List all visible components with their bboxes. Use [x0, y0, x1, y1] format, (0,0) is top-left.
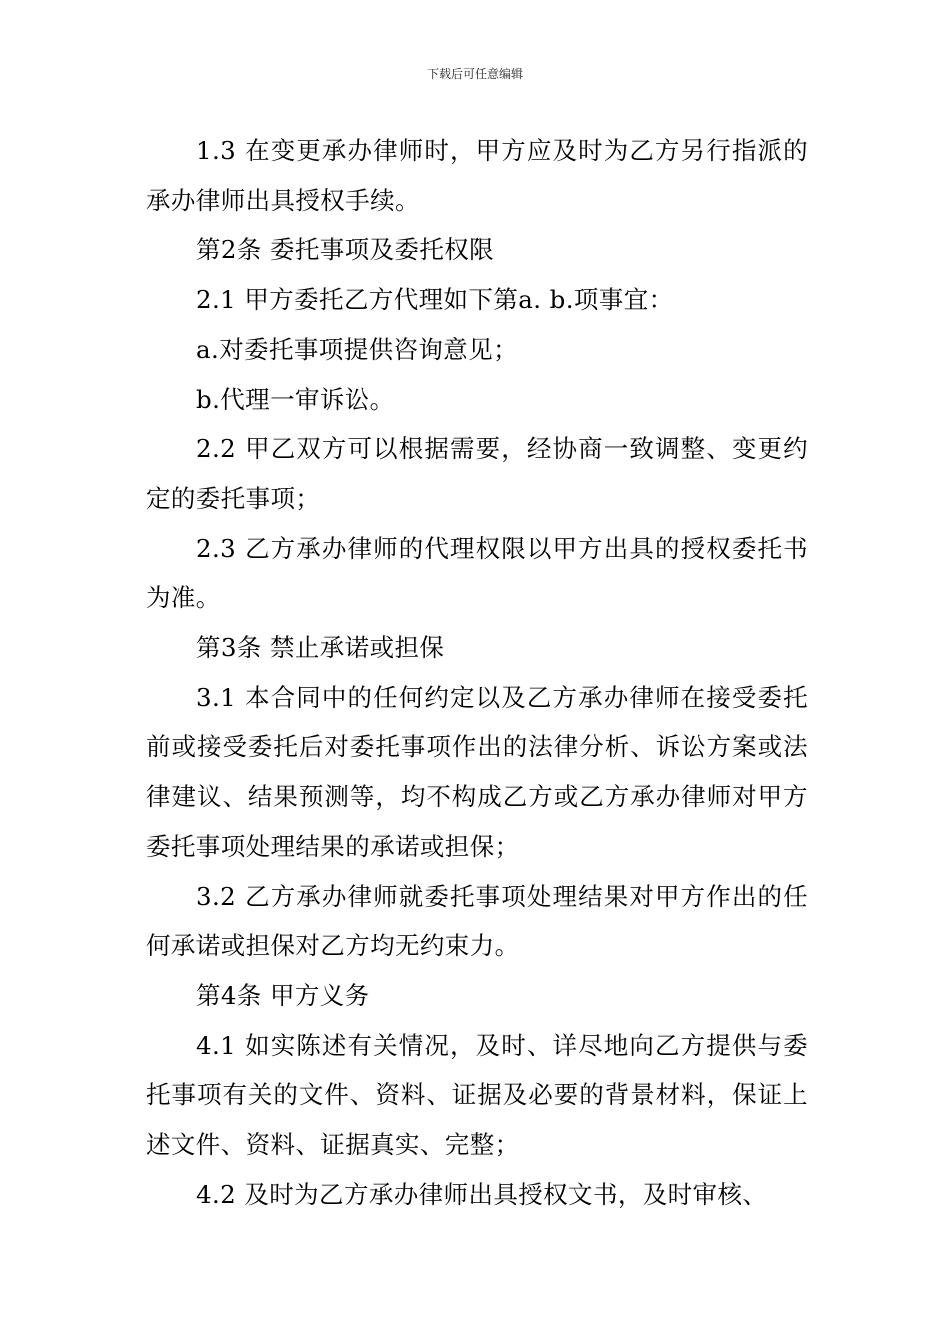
item-a: a.对委托事项提供咨询意见；	[196, 334, 518, 364]
paragraph-2-1: 2.1 甲方委托乙方代理如下第a. b.项事宜：	[196, 285, 674, 315]
article-3-heading: 第3条 禁止承诺或担保	[196, 633, 445, 663]
paragraph-4-2: 4.2 及时为乙方承办律师出具授权文书，及时审核、	[196, 1179, 768, 1209]
item-b: b.代理一审诉讼。	[196, 384, 395, 414]
paragraph-3-1: 3.1 本合同中的任何约定以及乙方承办律师在接受委托前或接受委托后对委托事项作出的法律分析、诉讼方案或法律建议、结果预测等，均不构成乙方或乙方承办律师对甲方委托事项处理结果的承诺或担保；	[146, 682, 808, 861]
paragraph-4-1: 4.1 如实陈述有关情况，及时、详尽地向乙方提供与委托事项有关的文件、资料、证据及必要的背景材料，保证上述文件、资料、证据真实、完整；	[146, 1030, 808, 1160]
article-4-heading: 第4条 甲方义务	[196, 980, 370, 1010]
paragraph-2-2: 2.2 甲乙双方可以根据需要，经协商一致调整、变更约定的委托事项；	[146, 434, 808, 513]
document-body	[146, 126, 808, 1219]
article-2-heading: 第2条 委托事项及委托权限	[196, 235, 495, 265]
paragraph-3-2: 3.2 乙方承办律师就委托事项处理结果对甲方作出的任何承诺或担保对乙方均无约束力。	[146, 881, 808, 961]
page-header-note: 下载后可任意编辑	[426, 67, 523, 81]
paragraph-1-3: 1.3 在变更承办律师时，甲方应及时为乙方另行指派的承办律师出具授权手续。	[146, 136, 808, 215]
paragraph-2-3: 2.3 乙方承办律师的代理权限以甲方出具的授权委托书为准。	[146, 533, 808, 613]
